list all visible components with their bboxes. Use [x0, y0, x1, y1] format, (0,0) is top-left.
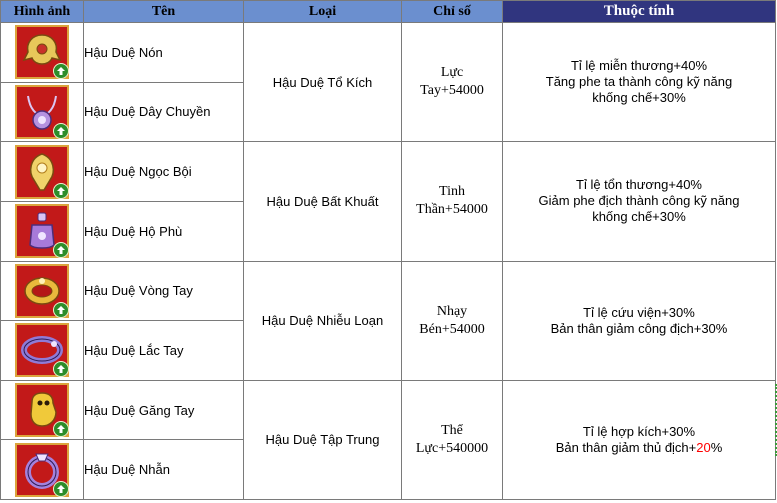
item-image-cell [1, 23, 84, 83]
item-image-cell [1, 440, 84, 500]
helmet-icon[interactable] [15, 25, 69, 79]
item-name: Hậu Duệ Găng Tay [84, 380, 244, 440]
item-image-cell [1, 142, 84, 202]
attribute-line: Tỉ lệ hợp kích+30% [582, 423, 696, 439]
item-type: Hậu Duệ Nhiễu Loạn [244, 261, 402, 380]
attribute-line: Tăng phe ta thành công kỹ năng [545, 74, 733, 90]
item-image-cell [1, 82, 84, 142]
stat-label: Lực [440, 65, 464, 81]
header-image: Hình ảnh [1, 1, 84, 23]
necklace-icon[interactable] [15, 85, 69, 139]
stat-label: Tinh [439, 184, 465, 200]
item-name: Hậu Duệ Vòng Tay [84, 261, 244, 321]
item-name: Hậu Duệ Nhẫn [84, 440, 244, 500]
attribute-line: Tỉ lệ miễn thương+40% [570, 58, 708, 74]
upgrade-badge-icon [53, 183, 69, 199]
wristband-icon[interactable] [15, 323, 69, 377]
table-row [1, 142, 776, 202]
header-row [1, 1, 776, 23]
item-name: Hậu Duệ Ngọc Bội [84, 142, 244, 202]
item-type: Hậu Duệ Bất Khuất [244, 142, 402, 261]
item-stat [402, 380, 503, 499]
header-name: Tên [84, 1, 244, 23]
stat-value: Tay+54000 [420, 83, 484, 99]
attribute-line: khống chế+30% [592, 90, 686, 106]
attribute-line: Bản thân giảm công địch+30% [550, 320, 728, 336]
item-image-cell [1, 380, 84, 440]
header-attribute: Thuộc tính [503, 1, 776, 23]
table-row [1, 23, 776, 83]
item-name: Hậu Duệ Hộ Phù [84, 201, 244, 261]
attribute-line: Giảm phe địch thành công kỹ năng [538, 193, 740, 209]
upgrade-badge-icon [53, 302, 69, 318]
stat-label: Thể [441, 422, 463, 438]
glove-icon[interactable] [15, 383, 69, 437]
upgrade-badge-icon [53, 421, 69, 437]
item-attribute [503, 380, 776, 499]
item-name: Hậu Duệ Lắc Tay [84, 321, 244, 381]
item-image-cell [1, 201, 84, 261]
bracelet-icon[interactable] [15, 264, 69, 318]
header-stat: Chỉ số [402, 1, 503, 23]
upgrade-badge-icon [53, 63, 69, 79]
upgrade-badge-icon [53, 361, 69, 377]
stat-value: Thần+54000 [416, 202, 488, 218]
upgrade-badge-icon [53, 481, 69, 497]
item-type: Hậu Duệ Tổ Kích [244, 23, 402, 142]
table-row [1, 261, 776, 321]
item-attribute [503, 23, 776, 142]
header-type: Loại [244, 1, 402, 23]
stat-value: Lực+540000 [415, 440, 489, 456]
item-image-cell [1, 321, 84, 381]
item-stat [402, 23, 503, 142]
upgrade-badge-icon [53, 242, 69, 258]
item-stat [402, 142, 503, 261]
upgrade-badge-icon [53, 123, 69, 139]
stat-value: Bén+54000 [419, 321, 485, 337]
item-attribute [503, 142, 776, 261]
stat-label: Nhạy [436, 303, 468, 319]
item-name: Hậu Duệ Nón [84, 23, 244, 83]
attribute-line: Bản thân giảm thủ địch+20% [555, 439, 723, 455]
attribute-line: Tỉ lệ cứu viện+30% [583, 304, 695, 320]
ring-icon[interactable] [15, 443, 69, 497]
item-stat [402, 261, 503, 380]
item-type: Hậu Duệ Tập Trung [244, 380, 402, 499]
highlight-value: 20 [696, 439, 711, 455]
item-attribute [503, 261, 776, 380]
jade-pendant-icon[interactable] [15, 145, 69, 199]
amulet-icon[interactable] [15, 204, 69, 258]
table-row [1, 380, 776, 440]
attribute-line: Tỉ lệ tổn thương+40% [576, 177, 702, 193]
item-image-cell [1, 261, 84, 321]
attribute-line: khống chế+30% [592, 209, 686, 225]
item-name: Hậu Duệ Dây Chuyền [84, 82, 244, 142]
